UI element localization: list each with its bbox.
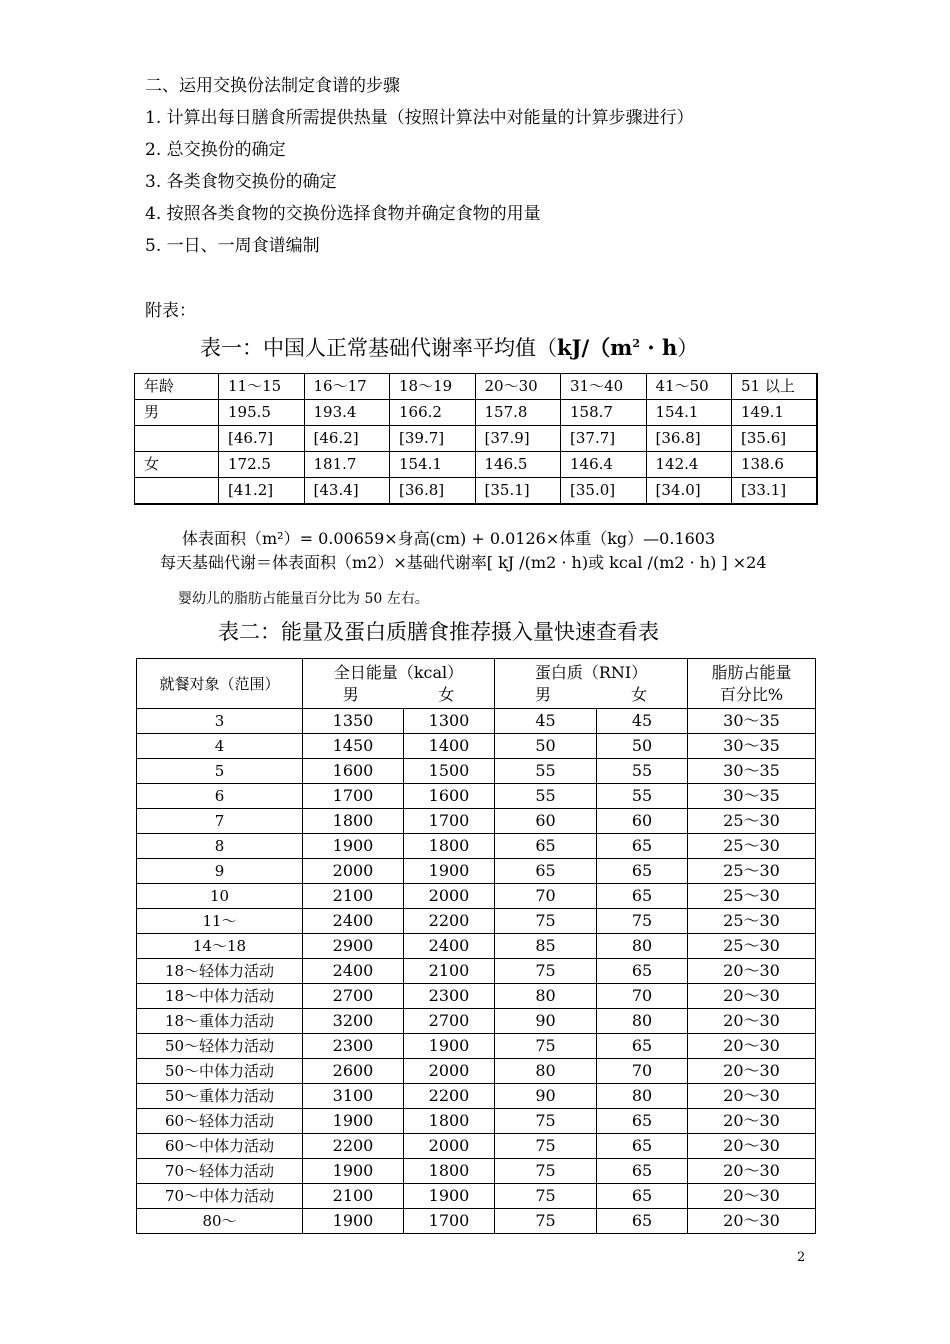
table-row bbox=[137, 1084, 816, 1109]
table-cell: 20～30 bbox=[688, 1059, 816, 1084]
table-cell: 65 bbox=[597, 1184, 688, 1209]
table-cell: 1600 bbox=[404, 784, 495, 809]
table-cell: 2300 bbox=[303, 1034, 404, 1059]
table-cell bbox=[135, 478, 219, 505]
table-cell: 55 bbox=[597, 784, 688, 809]
table-cell: 30～35 bbox=[688, 784, 816, 809]
table-cell: 3200 bbox=[303, 1009, 404, 1034]
table-cell: 154.1 bbox=[390, 452, 476, 478]
table-cell: 2100 bbox=[303, 1184, 404, 1209]
table-cell: 65 bbox=[597, 884, 688, 909]
appendix-label: 附表： bbox=[145, 301, 196, 321]
table-cell: 25～30 bbox=[688, 909, 816, 934]
table-cell: 30～35 bbox=[688, 759, 816, 784]
table-cell: 20～30 bbox=[688, 1159, 816, 1184]
table-cell: 75 bbox=[495, 909, 597, 934]
header-group: 就餐对象（范围） bbox=[137, 659, 303, 709]
table-row bbox=[137, 1009, 816, 1034]
table-cell: 172.5 bbox=[219, 452, 305, 478]
table-cell: 65 bbox=[597, 1109, 688, 1134]
table-cell: 1900 bbox=[303, 1109, 404, 1134]
table-cell: 20～30 bbox=[688, 1134, 816, 1159]
table-cell: 1900 bbox=[303, 1209, 404, 1234]
table-cell: 3 bbox=[137, 709, 303, 734]
table-cell: 1900 bbox=[404, 1184, 495, 1209]
table-cell: 45 bbox=[495, 709, 597, 734]
table-cell: 65 bbox=[597, 1034, 688, 1059]
header-protein-male: 男 bbox=[535, 684, 552, 704]
daily-bmr-formula: 每天基础代谢＝体表面积（m2）×基础代谢率[ kJ /(m2 · h)或 kcal /(m2 · h) ] ×24 bbox=[160, 553, 767, 572]
table-cell: 25～30 bbox=[688, 884, 816, 909]
table-cell: 75 bbox=[495, 1109, 597, 1134]
table-cell: 2200 bbox=[303, 1134, 404, 1159]
table-cell bbox=[135, 426, 219, 452]
table-cell: 80 bbox=[597, 1009, 688, 1034]
table-cell: 60 bbox=[495, 809, 597, 834]
table-cell: 2100 bbox=[404, 959, 495, 984]
table-cell: 2400 bbox=[404, 934, 495, 959]
table-cell: 80 bbox=[597, 1084, 688, 1109]
table-cell: 18～轻体力活动 bbox=[137, 959, 303, 984]
table-cell: 75 bbox=[495, 959, 597, 984]
table-cell: 20～30 bbox=[688, 1109, 816, 1134]
table-cell: 1300 bbox=[404, 709, 495, 734]
step-item: 5. 一日、一周食谱编制 bbox=[145, 236, 320, 256]
table1-title: 表一：中国人正常基础代谢率平均值（$kJ/(m^2 \cdot h)$ bbox=[200, 335, 699, 360]
table-cell: 65 bbox=[597, 1134, 688, 1159]
table-cell: 1500 bbox=[404, 759, 495, 784]
table-row bbox=[137, 1034, 816, 1059]
table-row bbox=[137, 709, 816, 734]
table-cell: 55 bbox=[597, 759, 688, 784]
table-cell: 1700 bbox=[404, 1209, 495, 1234]
table-cell: 20～30 bbox=[688, 1084, 816, 1109]
table-row bbox=[137, 859, 816, 884]
table-cell: 30～35 bbox=[688, 709, 816, 734]
table-cell: 55 bbox=[495, 784, 597, 809]
table-cell: 2700 bbox=[404, 1009, 495, 1034]
table-cell: 2000 bbox=[404, 1134, 495, 1159]
table1-header-cell: 16～17 bbox=[304, 374, 390, 400]
table-cell: 45 bbox=[597, 709, 688, 734]
table-cell: 1800 bbox=[404, 834, 495, 859]
table-cell: 1900 bbox=[404, 1034, 495, 1059]
table-cell: 1350 bbox=[303, 709, 404, 734]
table-cell: 1900 bbox=[404, 859, 495, 884]
table-cell: 25～30 bbox=[688, 809, 816, 834]
table-cell: [34.0] bbox=[646, 478, 732, 505]
table2-title: 表二：能量及蛋白质膳食推荐摄入量快速查看表 bbox=[218, 620, 659, 644]
table-cell: 75 bbox=[495, 1134, 597, 1159]
table2-header-row bbox=[137, 659, 816, 709]
table-cell: 25～30 bbox=[688, 934, 816, 959]
table-cell: 65 bbox=[597, 1159, 688, 1184]
table-cell: [35.1] bbox=[475, 478, 561, 505]
table-cell: 70 bbox=[597, 984, 688, 1009]
table-cell: [46.2] bbox=[304, 426, 390, 452]
table-cell: 157.8 bbox=[475, 400, 561, 426]
table-cell: 20～30 bbox=[688, 984, 816, 1009]
page-number: 2 bbox=[797, 1250, 806, 1265]
table-cell: 1450 bbox=[303, 734, 404, 759]
table-row bbox=[137, 759, 816, 784]
step-item: 4. 按照各类食物的交换份选择食物并确定食物的用量 bbox=[145, 204, 541, 224]
table-cell: 149.1 bbox=[732, 400, 818, 426]
table-row bbox=[137, 1209, 816, 1234]
table-row bbox=[137, 984, 816, 1009]
table1-header-cell: 51 以上 bbox=[732, 374, 818, 400]
table-cell: 70 bbox=[597, 1059, 688, 1084]
table-cell: 18～重体力活动 bbox=[137, 1009, 303, 1034]
header-energy bbox=[303, 659, 495, 709]
table-row bbox=[137, 784, 816, 809]
table-row bbox=[137, 734, 816, 759]
table-cell: 75 bbox=[597, 909, 688, 934]
table-cell: 7 bbox=[137, 809, 303, 834]
table-cell: 60～中体力活动 bbox=[137, 1134, 303, 1159]
table1-header-cell: 11～15 bbox=[219, 374, 305, 400]
table-cell: 90 bbox=[495, 1084, 597, 1109]
table-cell: 90 bbox=[495, 1009, 597, 1034]
table-row bbox=[137, 884, 816, 909]
table-cell: 5 bbox=[137, 759, 303, 784]
table-cell: 18～中体力活动 bbox=[137, 984, 303, 1009]
table-cell: 138.6 bbox=[732, 452, 818, 478]
table-cell: [37.9] bbox=[475, 426, 561, 452]
table-cell: 2200 bbox=[404, 909, 495, 934]
table-cell: 65 bbox=[495, 834, 597, 859]
table-cell: 11～ bbox=[137, 909, 303, 934]
table-cell: 9 bbox=[137, 859, 303, 884]
table-cell: 2100 bbox=[303, 884, 404, 909]
steps-heading: 二、运用交换份法制定食谱的步骤 bbox=[145, 76, 400, 96]
steps-section bbox=[145, 70, 865, 262]
table-cell: 1600 bbox=[303, 759, 404, 784]
table-cell: 1900 bbox=[303, 1159, 404, 1184]
table-cell: 75 bbox=[495, 1184, 597, 1209]
table-cell: 80～ bbox=[137, 1209, 303, 1234]
table-row bbox=[135, 452, 818, 478]
table-cell: 1700 bbox=[404, 809, 495, 834]
bmr-table bbox=[134, 373, 818, 505]
table-cell: 3100 bbox=[303, 1084, 404, 1109]
table-cell: 2000 bbox=[404, 884, 495, 909]
table-cell: 2400 bbox=[303, 959, 404, 984]
table-cell: 80 bbox=[495, 1059, 597, 1084]
table-cell: 14～18 bbox=[137, 934, 303, 959]
step-item: 2. 总交换份的确定 bbox=[145, 140, 286, 160]
table-row bbox=[137, 934, 816, 959]
table-cell: 50 bbox=[597, 734, 688, 759]
table-cell: 20～30 bbox=[688, 1009, 816, 1034]
table-row bbox=[135, 426, 818, 452]
table-cell: 85 bbox=[495, 934, 597, 959]
table-cell: 2400 bbox=[303, 909, 404, 934]
table-cell: 20～30 bbox=[688, 1209, 816, 1234]
header-energy-male: 男 bbox=[342, 684, 359, 704]
table1-header-cell: 18～19 bbox=[390, 374, 476, 400]
table1-header-cell: 41～50 bbox=[646, 374, 732, 400]
header-fat: 脂肪占能量 百分比% bbox=[688, 659, 816, 709]
table-cell: [33.1] bbox=[732, 478, 818, 505]
table-row bbox=[137, 834, 816, 859]
table-cell: 70～中体力活动 bbox=[137, 1184, 303, 1209]
table-row bbox=[137, 1184, 816, 1209]
table-cell: [36.8] bbox=[646, 426, 732, 452]
table-cell: 80 bbox=[495, 984, 597, 1009]
table-cell: 50～重体力活动 bbox=[137, 1084, 303, 1109]
table1-header-cell: 20～30 bbox=[475, 374, 561, 400]
table-cell: 女 bbox=[135, 452, 219, 478]
table-cell: 2600 bbox=[303, 1059, 404, 1084]
table-cell: 1400 bbox=[404, 734, 495, 759]
table-row bbox=[137, 1159, 816, 1184]
table-cell: 1900 bbox=[303, 834, 404, 859]
table-row bbox=[137, 909, 816, 934]
table-cell: 195.5 bbox=[219, 400, 305, 426]
table-cell: 75 bbox=[495, 1034, 597, 1059]
table-row bbox=[135, 478, 818, 505]
table-row bbox=[137, 1134, 816, 1159]
table-cell: 65 bbox=[597, 1209, 688, 1234]
table-cell: 10 bbox=[137, 884, 303, 909]
table-cell: 1800 bbox=[303, 809, 404, 834]
table-cell: 166.2 bbox=[390, 400, 476, 426]
table-row bbox=[135, 400, 818, 426]
step-item: 1. 计算出每日膳食所需提供热量（按照计算法中对能量的计算步骤进行） bbox=[145, 108, 694, 128]
table-cell: 8 bbox=[137, 834, 303, 859]
table-cell: 2700 bbox=[303, 984, 404, 1009]
table1-header-cell: 31～40 bbox=[561, 374, 647, 400]
table-cell: 25～30 bbox=[688, 834, 816, 859]
table-cell: 70～轻体力活动 bbox=[137, 1159, 303, 1184]
table-cell: 181.7 bbox=[304, 452, 390, 478]
table-cell: 1700 bbox=[303, 784, 404, 809]
table-cell: 65 bbox=[597, 834, 688, 859]
table-cell: [43.4] bbox=[304, 478, 390, 505]
header-protein bbox=[495, 659, 688, 709]
table-cell: 2000 bbox=[404, 1059, 495, 1084]
table-row bbox=[137, 809, 816, 834]
table1-header-cell: 年龄 bbox=[135, 374, 219, 400]
table-cell: 146.4 bbox=[561, 452, 647, 478]
table-cell: 65 bbox=[597, 959, 688, 984]
table-cell: 1800 bbox=[404, 1109, 495, 1134]
table-cell: [35.0] bbox=[561, 478, 647, 505]
table-cell: 男 bbox=[135, 400, 219, 426]
table-cell: 50～轻体力活动 bbox=[137, 1034, 303, 1059]
table-cell: 80 bbox=[597, 934, 688, 959]
table-cell: 2000 bbox=[303, 859, 404, 884]
table-row bbox=[137, 959, 816, 984]
table-cell: [41.2] bbox=[219, 478, 305, 505]
table-cell: 20～30 bbox=[688, 1184, 816, 1209]
table-cell: [35.6] bbox=[732, 426, 818, 452]
header-protein-label: 蛋白质（RNI） bbox=[534, 662, 648, 682]
header-protein-female: 女 bbox=[631, 684, 648, 704]
table-cell: 75 bbox=[495, 1209, 597, 1234]
body-surface-formula: 体表面积（m²）= 0.00659×身高(cm) + 0.0126×体重（kg）—0.1603 bbox=[182, 529, 716, 548]
table-cell: 60 bbox=[597, 809, 688, 834]
table-cell: 50 bbox=[495, 734, 597, 759]
table-cell: 75 bbox=[495, 1159, 597, 1184]
table-cell: 146.5 bbox=[475, 452, 561, 478]
table1-header-row bbox=[135, 374, 818, 400]
infant-fat-note: 婴幼儿的脂肪占能量百分比为 50 左右。 bbox=[178, 591, 429, 607]
table-cell: [37.7] bbox=[561, 426, 647, 452]
table-cell: [36.8] bbox=[390, 478, 476, 505]
table-cell: 6 bbox=[137, 784, 303, 809]
table-cell: 30～35 bbox=[688, 734, 816, 759]
table-cell: 20～30 bbox=[688, 1034, 816, 1059]
table-cell: 60～轻体力活动 bbox=[137, 1109, 303, 1134]
table-cell: 154.1 bbox=[646, 400, 732, 426]
header-energy-label: 全日能量（kcal） bbox=[333, 662, 464, 682]
table-cell: 2200 bbox=[404, 1084, 495, 1109]
table-cell: [46.7] bbox=[219, 426, 305, 452]
table-cell: 2900 bbox=[303, 934, 404, 959]
table-cell: 70 bbox=[495, 884, 597, 909]
table-cell: 20～30 bbox=[688, 959, 816, 984]
table-cell: 1800 bbox=[404, 1159, 495, 1184]
step-item: 3. 各类食物交换份的确定 bbox=[145, 172, 337, 192]
table-cell: 50～中体力活动 bbox=[137, 1059, 303, 1084]
table-cell: 193.4 bbox=[304, 400, 390, 426]
table-cell: 158.7 bbox=[561, 400, 647, 426]
table-cell: 2300 bbox=[404, 984, 495, 1009]
header-energy-female: 女 bbox=[438, 684, 455, 704]
table-row bbox=[137, 1059, 816, 1084]
table-cell: 25～30 bbox=[688, 859, 816, 884]
table-cell: 65 bbox=[597, 859, 688, 884]
table-cell: [39.7] bbox=[390, 426, 476, 452]
table-cell: 65 bbox=[495, 859, 597, 884]
table-row bbox=[137, 1109, 816, 1134]
energy-protein-table bbox=[136, 658, 816, 1234]
table-cell: 142.4 bbox=[646, 452, 732, 478]
table-cell: 4 bbox=[137, 734, 303, 759]
table-cell: 55 bbox=[495, 759, 597, 784]
